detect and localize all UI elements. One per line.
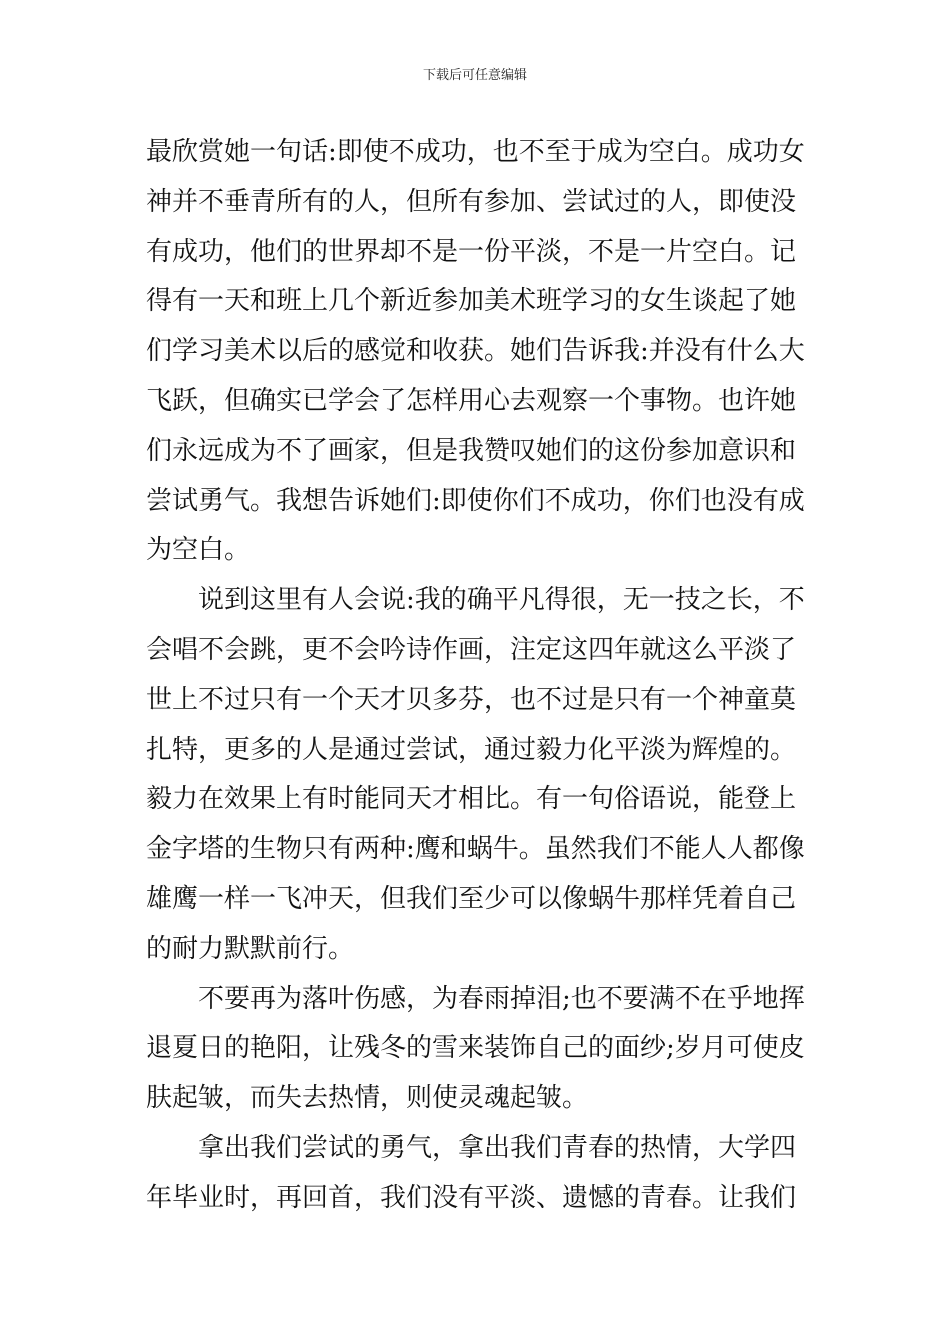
- text-line: 年毕业时，再回首，我们没有平淡、遗憾的青春。让我们: [146, 1182, 797, 1213]
- text-line: 扎特，更多的人是通过尝试，通过毅力化平淡为辉煌的。: [146, 734, 797, 765]
- text-line: 们学习美术以后的感觉和收获。她们告诉我:并没有什么大: [146, 336, 805, 367]
- text-line: 尝试勇气。我想告诉她们:即使你们不成功，你们也没有成: [146, 485, 805, 516]
- page-header: 下载后可任意编辑: [422, 68, 527, 83]
- text-line: 拿出我们尝试的勇气，拿出我们青春的热情，大学四: [146, 1132, 797, 1163]
- text-line: 为空白。: [146, 535, 251, 566]
- text-line: 说到这里有人会说:我的确平凡得很，无一技之长，不: [146, 585, 805, 616]
- text-line: 金字塔的生物只有两种:鹰和蜗牛。虽然我们不能人人都像: [146, 834, 805, 865]
- text-line: 世上不过只有一个天才贝多芬，也不过是只有一个神童莫: [146, 684, 797, 715]
- text-line: 有成功，他们的世界却不是一份平淡，不是一片空白。记: [146, 236, 797, 267]
- text-line: 退夏日的艳阳，让残冬的雪来装饰自己的面纱;岁月可使皮: [146, 1033, 805, 1064]
- text-line: 雄鹰一样一飞冲天，但我们至少可以像蜗牛那样凭着自己: [146, 883, 797, 914]
- document-body: [146, 128, 816, 1224]
- text-line: 会唱不会跳，更不会吟诗作画，注定这四年就这么平淡了: [146, 634, 797, 665]
- text-line: 飞跃，但确实已学会了怎样用心去观察一个事物。也许她: [146, 385, 797, 416]
- text-line: 毅力在效果上有时能同天才相比。有一句俗语说，能登上: [146, 784, 797, 815]
- text-line: 的耐力默默前行。: [146, 933, 355, 964]
- text-line: 得有一天和班上几个新近参加美术班学习的女生谈起了她: [146, 286, 797, 317]
- text-line: 肤起皱，而失去热情，则使灵魂起皱。: [146, 1083, 589, 1114]
- text-line: 们永远成为不了画家，但是我赞叹她们的这份参加意识和: [146, 435, 797, 466]
- text-line: 神并不垂青所有的人，但所有参加、尝试过的人，即使没: [146, 186, 797, 217]
- text-line: 不要再为落叶伤感，为春雨掉泪;也不要满不在乎地挥: [146, 983, 805, 1014]
- text-line: 最欣赏她一句话:即使不成功，也不至于成为空白。成功女: [146, 137, 805, 167]
